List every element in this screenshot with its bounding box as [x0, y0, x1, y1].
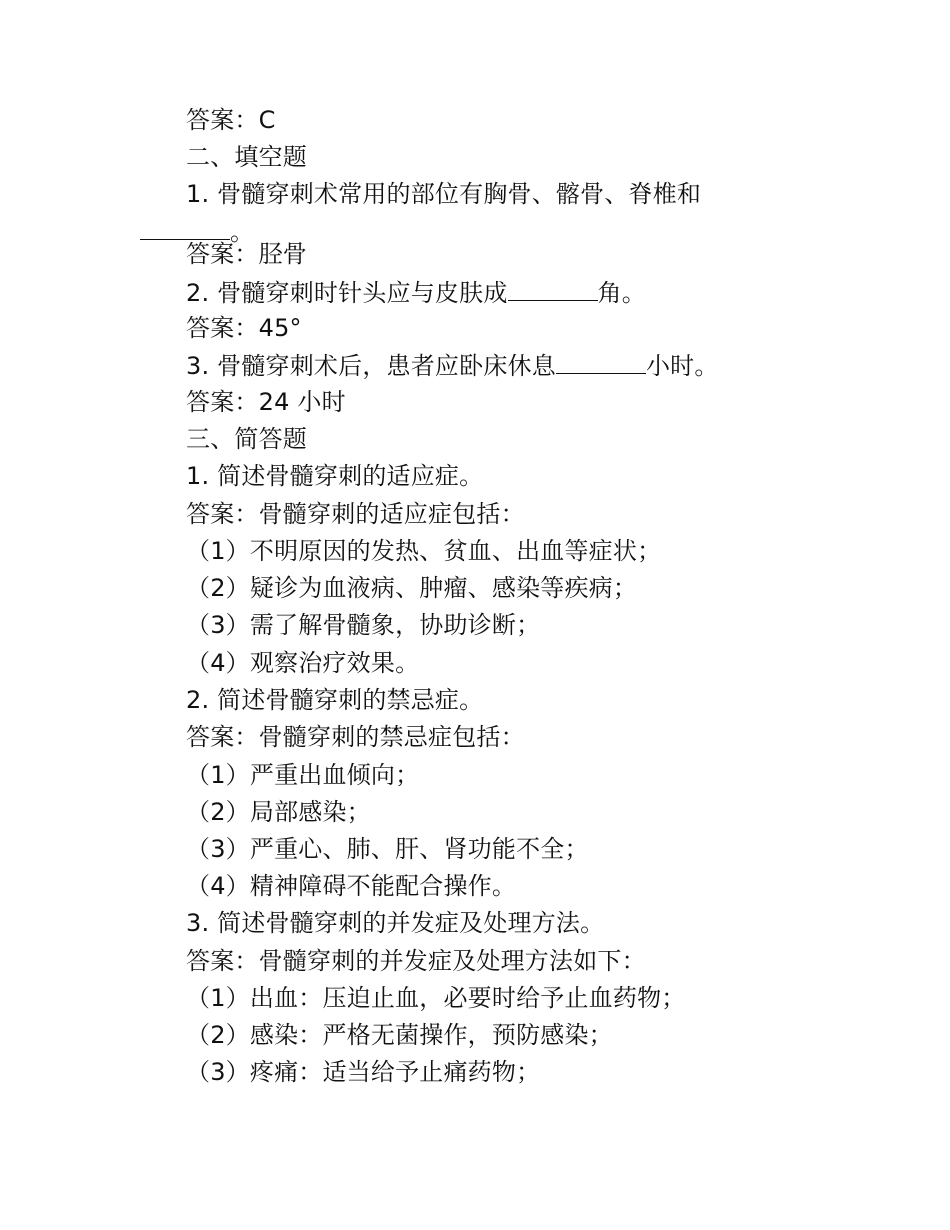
answer-line: 答案：C [186, 106, 276, 134]
question-1-suffix: 。 [230, 218, 255, 246]
answer-line: 答案：24 小时 [186, 388, 346, 416]
question-2-suffix: 角。 [597, 279, 646, 307]
blank-underline [508, 274, 598, 301]
answer-line: 答案：45° [186, 314, 302, 342]
list-item: （2）疑诊为血液病、肿瘤、感染等疾病； [186, 574, 638, 602]
answer-line: 答案：骨髓穿刺的适应症包括： [186, 500, 525, 528]
answer-line: 答案：骨髓穿刺的并发症及处理方法如下： [186, 947, 646, 975]
list-item: （3）疼痛：适当给予止痛药物； [186, 1058, 541, 1086]
section-heading-short-answer: 三、简答题 [186, 425, 307, 453]
list-item: （4）观察治疗效果。 [186, 649, 420, 677]
list-item: （1）严重出血倾向； [186, 761, 420, 789]
answer-line: 答案：骨髓穿刺的禁忌症包括： [186, 723, 525, 751]
answer-line: 答案：胫骨 [186, 240, 307, 268]
question-2-prefix: 2. 骨髓穿刺时针头应与皮肤成 [186, 279, 508, 307]
list-item: （3）严重心、肺、肝、肾功能不全； [186, 835, 589, 863]
section-heading-fill-blank: 二、填空题 [186, 143, 307, 171]
question-3 [186, 347, 719, 385]
short-question-1: 1. 简述骨髓穿刺的适应症。 [186, 462, 484, 490]
list-item: （3）需了解骨髓象，协助诊断； [186, 611, 541, 639]
blank-underline [556, 347, 646, 374]
question-2 [186, 274, 646, 312]
question-3-prefix: 3. 骨髓穿刺术后，患者应卧床休息 [186, 352, 556, 380]
short-question-2: 2. 简述骨髓穿刺的禁忌症。 [186, 686, 484, 714]
question-1: 1. 骨髓穿刺术常用的部位有胸骨、髂骨、脊椎和 [186, 180, 702, 208]
list-item: （1）出血：压迫止血，必要时给予止血药物； [186, 984, 686, 1012]
short-question-3: 3. 简述骨髓穿刺的并发症及处理方法。 [186, 909, 605, 937]
list-item: （1）不明原因的发热、贫血、出血等症状； [186, 537, 662, 565]
question-3-suffix: 小时。 [645, 352, 719, 380]
list-item: （4）精神障碍不能配合操作。 [186, 872, 517, 900]
list-item: （2）局部感染； [186, 798, 371, 826]
list-item: （2）感染：严格无菌操作，预防感染； [186, 1021, 613, 1049]
